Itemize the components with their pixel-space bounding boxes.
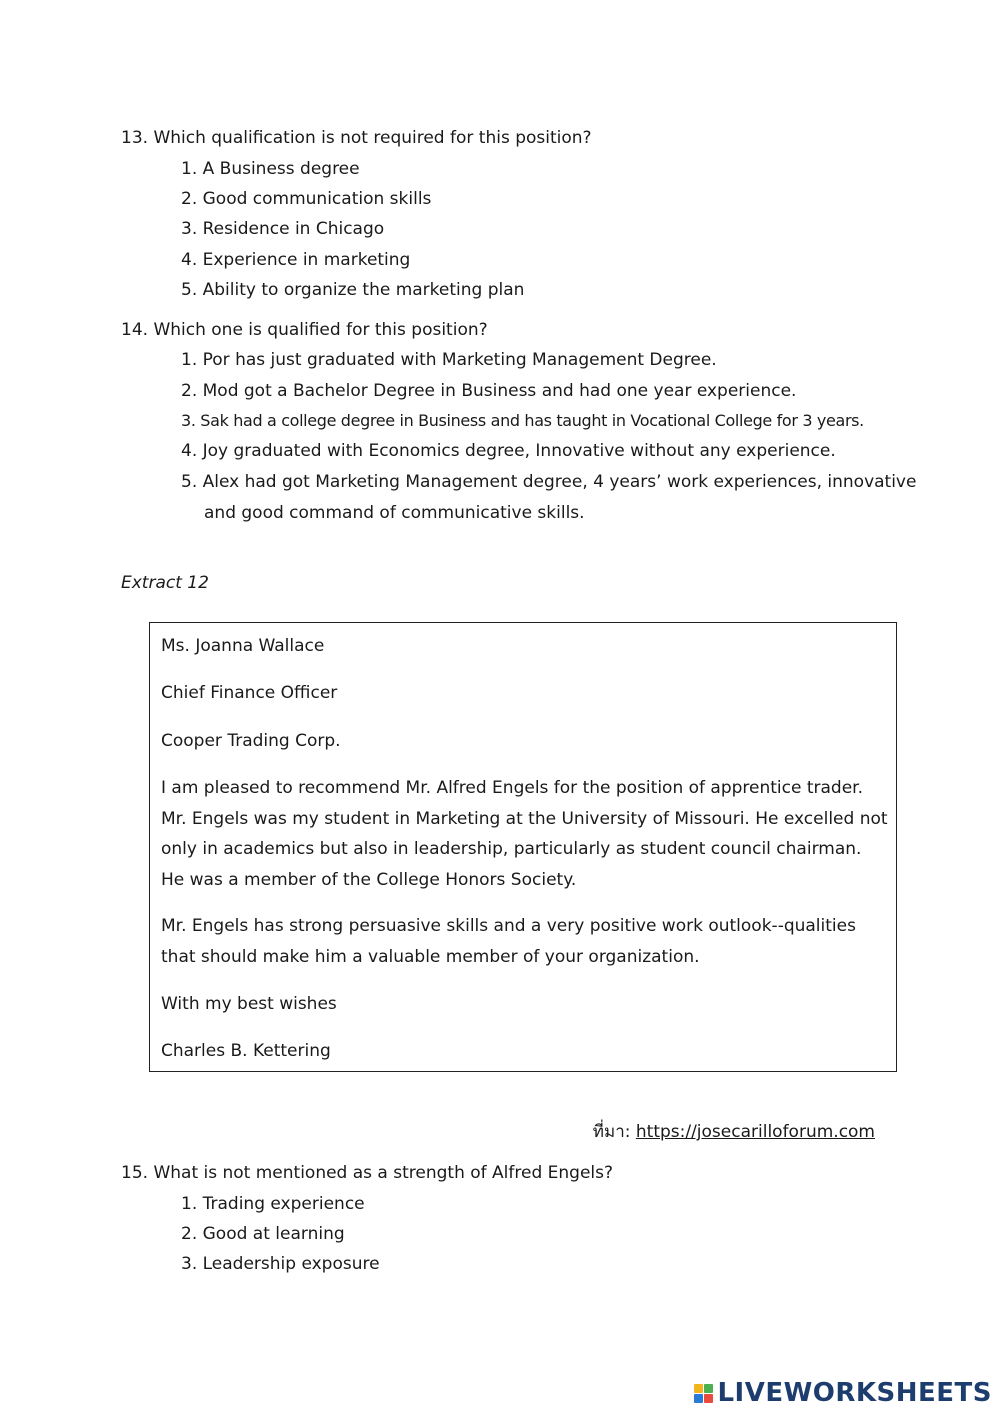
letter-company: Cooper Trading Corp.: [161, 731, 341, 751]
source-line: [593, 1121, 875, 1143]
letter-closing: With my best wishes: [161, 994, 337, 1014]
letter-signature: Charles B. Kettering: [161, 1041, 331, 1061]
letter-paragraph-2: Mr. Engels has strong persuasive skills and a very positive work outlook--qualities that should make him a valuable member of your organization.: [161, 916, 856, 967]
question-13: 13. Which qualification is not required for this position?: [121, 128, 592, 148]
logo-square-4: [704, 1394, 713, 1403]
q14-option-1: 1. Por has just graduated with Marketing Management Degree.: [181, 350, 717, 370]
q13-option-4: 4. Experience in marketing: [181, 250, 411, 270]
q14-option-4: 4. Joy graduated with Economics degree, Innovative without any experience.: [181, 441, 836, 461]
extract-title: Extract 12: [121, 573, 209, 593]
q15-option-2: 2. Good at learning: [181, 1224, 345, 1244]
q14-option-5-continued: and good command of communicative skills.: [204, 503, 585, 523]
logo-text: LIVEWORKSHEETS: [717, 1378, 992, 1408]
question-15: 15. What is not mentioned as a strength of Alfred Engels?: [121, 1163, 614, 1183]
question-14: 14. Which one is qualified for this position?: [121, 320, 488, 340]
q15-option-1: 1. Trading experience: [181, 1194, 365, 1214]
letter-position: Chief Finance Officer: [161, 683, 338, 703]
source-link[interactable]: https://josecarilloforum.com: [635, 1122, 875, 1142]
q13-option-2: 2. Good communication skills: [181, 189, 432, 209]
q15-option-3: 3. Leadership exposure: [181, 1254, 380, 1274]
q13-option-3: 3. Residence in Chicago: [181, 219, 385, 239]
letter-paragraph-1: I am pleased to recommend Mr. Alfred Engels for the position of apprentice trader. Mr. Engels was my student in Marketing at the University of Missouri. He excelled not only in academics but also in leadership, particularly as student council chairman. He was a member of the College Honors Society.: [161, 778, 888, 890]
logo-square-3: [694, 1394, 703, 1403]
q13-option-1: 1. A Business degree: [181, 159, 360, 179]
logo-square-1: [694, 1384, 703, 1393]
logo-square-2: [704, 1384, 713, 1393]
liveworksheets-logo: [694, 1378, 992, 1408]
letter-recipient: Ms. Joanna Wallace: [161, 636, 325, 656]
q14-option-2: 2. Mod got a Bachelor Degree in Business and had one year experience.: [181, 381, 797, 401]
q13-option-5: 5. Ability to organize the marketing plan: [181, 280, 525, 300]
source-label: ที่มา:: [592, 1122, 631, 1142]
logo-icon: [694, 1384, 713, 1403]
q14-option-3: 3. Sak had a college degree in Business and has taught in Vocational College for 3 years.: [181, 411, 864, 430]
q14-option-5: 5. Alex had got Marketing Management degree, 4 years’ work experiences, innovative: [181, 472, 917, 492]
